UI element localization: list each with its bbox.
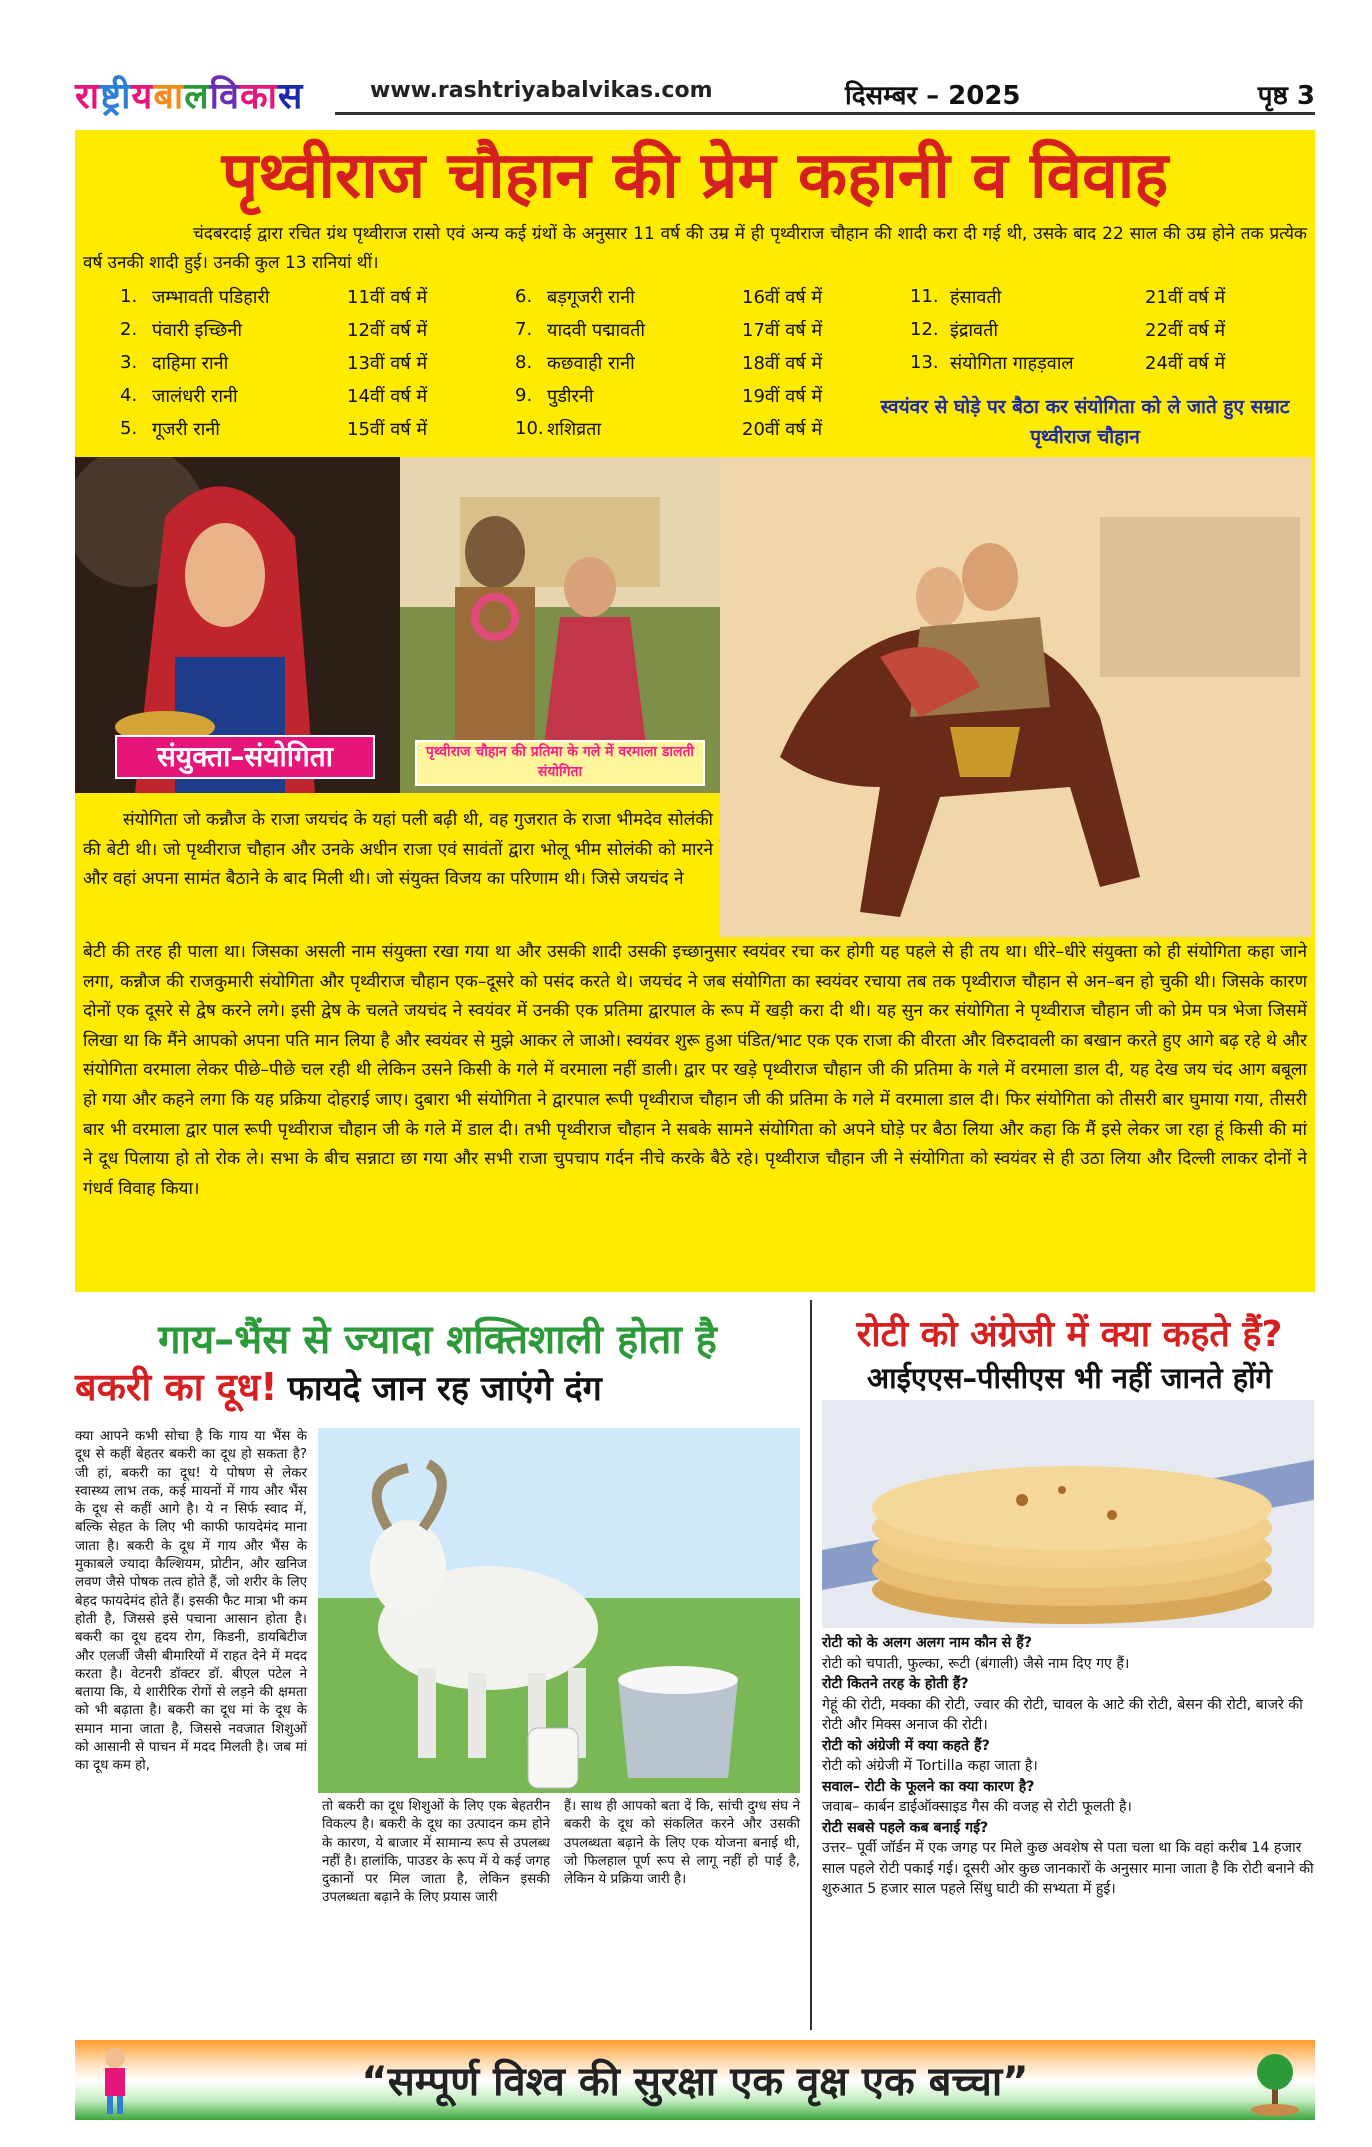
roti-qa-list (822, 1633, 1314, 1900)
goat-article-headline: गाय–भैंस से ज्यादा शक्तिशाली होता है (158, 1317, 717, 1363)
queen-name: जम्भावती पडिहारी (152, 286, 270, 308)
roti-answer: गेहूं की रोटी, मक्का की रोटी, ज्वार की रोटी, चावल के आटे की रोटी, बेसन की रोटी, बाजरे की रोटी और मिक्स अनाज की रोटी। (822, 1696, 1303, 1733)
list-item (515, 313, 862, 346)
queen-year: 17वीं वर्ष में (742, 319, 823, 341)
queen-number: 11. (910, 286, 939, 307)
queen-name: गूजरी रानी (152, 418, 220, 440)
roti-answer: रोटी को चपाती, फुल्का, रूटी (बंगाली) जैसे नाम दिए गए हैं। (822, 1655, 1130, 1672)
logo-part: रा (75, 76, 101, 117)
queen-name: दाहिमा रानी (152, 352, 229, 374)
page-number: पृष्ठ 3 (1257, 81, 1315, 111)
roti-question: सवाल– रोटी के फूलने का क्या कारण है? (822, 1778, 1035, 1795)
list-item (120, 280, 467, 313)
logo-part: बा (153, 76, 185, 117)
logo-part: ष्ट्री (100, 76, 132, 117)
garland-image-caption: पृथ्वीराज चौहान की प्रतिमा के गले में वरमाला डालती संयोगिता (415, 740, 705, 786)
list-item (910, 280, 1265, 313)
roti-image (822, 1400, 1314, 1628)
queen-year: 16वीं वर्ष में (742, 286, 823, 308)
issue-date: दिसम्बर – 2025 (845, 81, 1021, 111)
roti-question: रोटी को के अलग अलग नाम कौन से हैं? (822, 1635, 1033, 1651)
horse-image-caption: स्वयंवर से घोड़े पर बैठा कर संयोगिता को ले जाते हुए सम्राट पृथ्वीराज चौहान (880, 396, 1290, 448)
goat-article-subheadline (75, 1360, 800, 1412)
feature-intro: चंदबरदाई द्वारा रचित ग्रंथ पृथ्वीराज रासो एवं अन्य कई ग्रंथों के अनुसार 11 वर्ष की उम्र में ही पृथ्वीराज चौहान की शादी करा दी गई थी, उसके बाद 22 साल की उम्र होने तक प्रत्येक वर्ष उनकी शादी हुई। उनकी कुल 13 रानियां थीं। (83, 224, 1307, 273)
queen-number: 1. (120, 286, 138, 307)
masthead-logo (75, 70, 303, 119)
horse-abduction-image (720, 457, 1312, 937)
logo-part: ल (184, 76, 210, 117)
queen-number: 13. (910, 352, 939, 373)
roti-question: रोटी को अंग्रेजी में क्या कहते हैं? (822, 1737, 990, 1754)
list-item (515, 379, 862, 412)
queen-name: कछवाही रानी (547, 352, 635, 374)
queen-name: पुडीरनी (547, 385, 594, 407)
queen-number: 8. (515, 352, 533, 373)
slogan-banner (75, 2040, 1315, 2120)
goat-subheadline-red: बकरी का दूध! (75, 1365, 278, 1409)
logo-part: का (239, 76, 278, 117)
queen-year: 14वीं वर्ष में (347, 385, 428, 407)
tree-icon (1245, 2044, 1305, 2116)
queen-name: शशिव्रता (547, 418, 602, 440)
queen-number: 12. (910, 319, 939, 340)
roti-question: रोटी सबसे पहले कब बनाई गई? (822, 1819, 989, 1836)
queen-name: जालंधरी रानी (152, 385, 238, 407)
queen-year: 20वीं वर्ष में (742, 418, 823, 440)
goat-article-column: तो बकरी का दूध शिशुओं के लिए एक बेहतरीन विकल्प है। बकरी के दूध का उत्पादन कम होने के कारण, ये बाजार में सामान्य रूप से उपलब्ध नहीं है। हालांकि, पाउडर के रूप में ये कई जगह दुकानों पर मिल जाता है, लेकिन इसकी उपलब्धता बढ़ाने के लिए प्रयास जारी (322, 1799, 550, 1906)
queens-column (910, 280, 1265, 379)
feature-title: पृथ्वीराज चौहान की प्रेम कहानी व विवाह (221, 139, 1169, 213)
story-paragraph-left: संयोगिता जो कन्नौज के राजा जयचंद के यहां पली बढ़ी थी, वह गुजरात के राजा भीमदेव सोलंकी की बेटी थी। जो पृथ्वीराज चौहान और उनके अधीन राजा एवं सावंतों द्वारा भोलू भीम सोलंकी को मारने और वहां अपना सामंत बैठाने के बाद मिली थी। जो संयुक्त विजय का परिणाम थी। जिसे जयचंद ने (83, 810, 713, 889)
roti-article-subheadline: आईएएस–पीसीएस भी नहीं जानते होंगे (867, 1361, 1272, 1395)
queen-year: 12वीं वर्ष में (347, 319, 428, 341)
queen-year: 18वीं वर्ष में (742, 352, 823, 374)
roti-illustration (822, 1400, 1314, 1628)
logo-part: स (277, 76, 304, 117)
story-paragraph: बेटी की तरह ही पाला था। जिसका असली नाम संयुक्ता रखा गया था और उसकी शादी उसकी इच्छानुसार स्वयंवर रचा कर होगी यह पहले से ही तय था। धीरे–धीरे संयुक्ता को ही संयोगिता कहा जाने लगा, कन्नौज की राजकुमारी संयोगिता और पृथ्वीराज चौहान एक–दूसरे को पसंद करते थे। जयचंद ने जब संयोगिता का स्वयंवर रचाया तब तक पृथ्वीराज चौहान से अन–बन हो चुकी थी। जिसके कारण दोनों एक दूसरे से द्वेष करने लगे। इसी द्वेष के चलते जयचंद ने स्वयंवर में उनकी एक प्रतिमा द्वारपाल के रूप में खड़ी करा दी थी। यह सुन कर संयोगिता ने पृथ्वीराज चौहान जी को प्रेम पत्र भेजा जिसमें लिखा था कि मैंने आपको अपना पति मान लिया है और स्वयंवर से मुझे आकर ले जाओ। स्वयंवर शुरू हुआ पंडित/भाट एक एक राजा की वीरता और विरुदावली का बखान करते हुए आगे बढ़ रहे थे और संयोगिता वरमाला लेकर पीछे–पीछे चल रही थी लेकिन उसने किसी के गले में वरमाला नहीं डाली। द्वार पर खड़े पृथ्वीराज चौहान जी की प्रतिमा के गले में वरमाला डाल दी, यह देख जय चंद आग बबूला हो गया और कहने लगा कि यह प्रक्रिया दोहराई जाए। दुबारा भी संयोगिता ने द्वारपाल रूपी पृथ्वीराज चौहान जी की प्रतिमा के गले में वरमाला डाल दी। फिर संयोगिता को तीसरी बार घुमाया गया, तीसरी बार भी वरमाला द्वार पाल रूपी पृथ्वीराज चौहान जी के गले में डाल दी। तभी पृथ्वीराज चौहान ने सबके सामने संयोगिता को अपने घोड़े पर बैठा लिया और कहा कि मैं इसे लेकर जा रहा हूं किसी की मां ने दूध पिलाया हो तो रोक ले। सभा के बीच सन्नाटा छा गया और सभी राजा चुपचाप गर्दन नीचे करके बैठे रहे। पृथ्वीराज चौहान जी ने संयोगिता को स्वयंवर से ही उठा लिया और दिल्ली लाकर दोनों ने गंधर्व विवाह किया। (83, 942, 1307, 1199)
roti-question: रोटी कितने तरह के होती हैं? (822, 1676, 969, 1692)
queen-name: बड़गूजरी रानी (547, 286, 635, 308)
goat-illustration (318, 1428, 800, 1793)
queens-column (120, 280, 467, 445)
queen-name: संयोगिता गाहड़वाल (950, 352, 1074, 374)
queens-column (515, 280, 862, 445)
list-item (120, 379, 467, 412)
list-item (910, 313, 1265, 346)
queen-year: 13वीं वर्ष में (347, 352, 428, 374)
goat-milk-image (318, 1428, 800, 1793)
queen-number: 6. (515, 286, 533, 307)
queen-number: 9. (515, 385, 533, 406)
queen-year: 11वीं वर्ष में (347, 286, 428, 308)
queen-number: 5. (120, 418, 138, 439)
header-divider (335, 112, 1315, 115)
queen-year: 22वीं वर्ष में (1145, 319, 1226, 341)
queen-name: यादवी पद्मावती (547, 319, 646, 341)
logo-part: य (131, 76, 154, 117)
list-item (120, 313, 467, 346)
list-item (910, 346, 1265, 379)
queen-name: इंद्रावती (950, 319, 998, 341)
queen-number: 7. (515, 319, 533, 340)
list-item (515, 412, 862, 445)
list-item (515, 346, 862, 379)
goat-subheadline-black: फायदे जान रह जाएंगे दंग (287, 1369, 602, 1409)
queen-year: 24वीं वर्ष में (1145, 352, 1226, 374)
queen-year: 19वीं वर्ष में (742, 385, 823, 407)
roti-answer: जवाब– कार्बन डाईऑक्साइड गैस की वजह से रोटी फूलती है। (822, 1799, 1132, 1815)
slogan-text: “सम्पूर्ण विश्व की सुरक्षा एक वृक्ष एक बच्चा” (361, 2059, 1029, 2105)
column-divider (810, 1300, 812, 2030)
list-item (515, 280, 862, 313)
roti-answer: रोटी को अंग्रेजी में Tortilla कहा जाता है। (822, 1758, 1038, 1774)
queen-year: 21वीं वर्ष में (1145, 286, 1226, 308)
child-icon (85, 2044, 145, 2116)
queen-number: 4. (120, 385, 138, 406)
list-item (120, 346, 467, 379)
queen-year: 15वीं वर्ष में (347, 418, 428, 440)
queen-name: हंसावती (950, 286, 1002, 308)
roti-article-headline: रोटी को अंग्रेजी में क्या कहते हैं? (856, 1314, 1283, 1355)
feature-article (75, 130, 1315, 1292)
bride-image-caption: संयुक्ता–संयोगिता (115, 735, 375, 779)
roti-answer: उत्तर– पूर्वी जॉर्डन में एक जगह पर मिले कुछ अवशेष से पता चला था कि वहां करीब 14 हजार साल पहले रोटी पकाई गई। दूसरी ओर कुछ जानकारों के अनुसार माना जाता है कि रोटी बनाने की शुरुआत 5 हजार साल पहले सिंधु घाटी की सभ्यता में हुई। (822, 1840, 1314, 1897)
logo-part: वि (209, 76, 240, 117)
goat-article-column: हैं। साथ ही आपको बता दें कि, सांची दुग्ध संघ ने बकरी के दूध को संकलित करने और उसकी उपलब्धता बढ़ाने के लिए एक योजना बनाई थी, जो फिलहाल पूर्ण रूप से लागू नहीं हो पाई है, लेकिन ये प्रक्रिया जारी है। (564, 1799, 800, 1888)
list-item (120, 412, 467, 445)
website-link[interactable]: www.rashtriyabalvikas.com (370, 78, 713, 103)
queen-number: 2. (120, 319, 138, 340)
queen-number: 3. (120, 352, 138, 373)
queen-name: पंवारी इच्छिनी (152, 319, 243, 341)
horse-illustration (720, 457, 1312, 937)
queen-number: 10. (515, 418, 544, 439)
goat-article-column: क्या आपने कभी सोचा है कि गाय या भैंस के दूध से कहीं बेहतर बकरी का दूध हो सकता है? जी हां, बकरी का दूध! ये पोषण से लेकर स्वास्थ्य लाभ तक, कई मायनों में गाय और भैंस के दूध से कहीं आगे है। ये न सिर्फ स्वाद में, बल्कि सेहत के लिए भी काफी फायदेमंद माना जाता है। बकरी के दूध में गाय और भैंस के मुकाबले ज्यादा कैल्शियम, प्रोटीन, और खनिज लवण जैसे पोषक तत्व होते हैं, जो शरीर के लिए बेहद फायदेमंद होते हैं। इसकी फैट मात्रा भी कम होती है, जिससे इसे पचाना आसान होता है। बकरी का दूध हृदय रोग, किडनी, डायबिटीज और एलर्जी जैसी बीमारियों में राहत देने में मदद करता है। वेटनरी डॉक्टर डॉ. बीएल पटेल ने बताया कि, ये शारीरिक रोगों से लड़ने की क्षमता को भी बढ़ाता है। बकरी का दूध मां के दूध के समान माना जाता है, जिससे नवजात शिशुओं को आसानी से पाचन में मदद मिलती है। जब मां का दूध कम हो, (75, 1429, 307, 1774)
